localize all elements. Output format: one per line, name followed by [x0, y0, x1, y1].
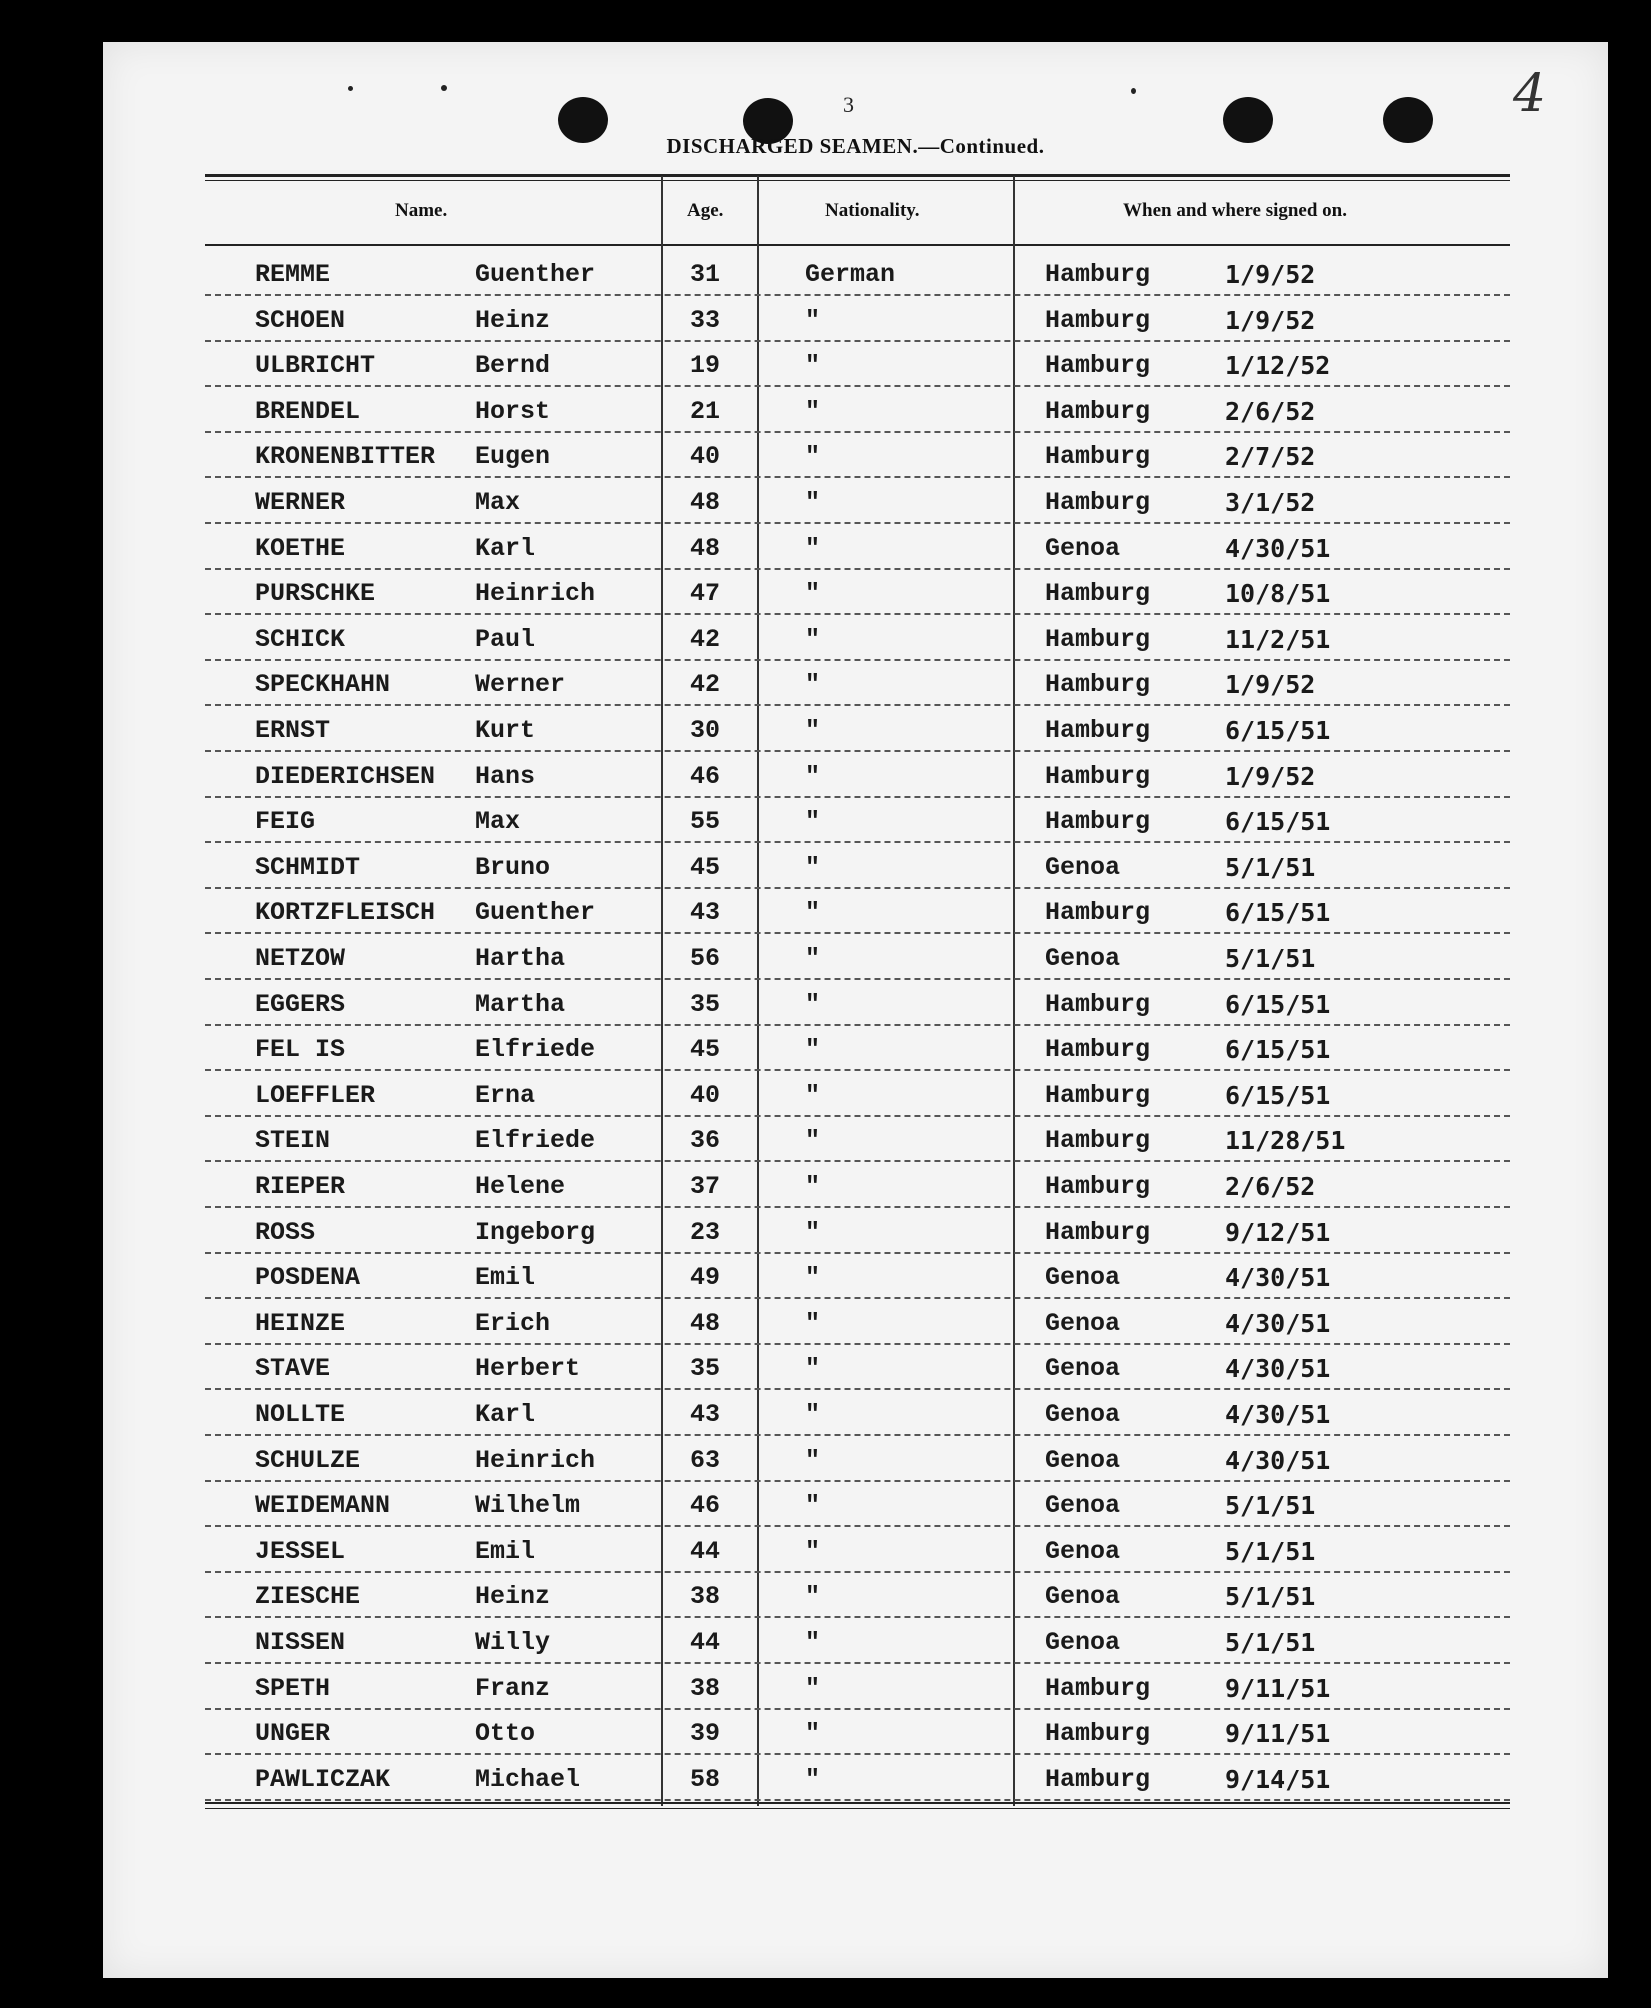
table-row: [205, 845, 1510, 891]
row-dashed-rule: [205, 1115, 1510, 1117]
row-dashed-rule: [205, 613, 1510, 615]
table-row: [205, 252, 1510, 298]
table-row: [205, 982, 1510, 1028]
row-dashed-rule: [205, 385, 1510, 387]
age-cell: 43: [690, 898, 721, 928]
given-name-cell: Otto: [475, 1719, 536, 1749]
table-row: [205, 1574, 1510, 1620]
date-cell: 6/15/51: [1225, 807, 1331, 837]
given-name-cell: Guenther: [475, 260, 596, 289]
date-cell: 1/9/52: [1225, 761, 1316, 791]
nationality-cell: ": [805, 852, 821, 882]
handwritten-page-number: 4: [1513, 64, 1547, 124]
table-row: [205, 1118, 1510, 1164]
nationality-cell: ": [805, 1491, 821, 1521]
table-row: [205, 1392, 1510, 1438]
place-cell: Hamburg: [1045, 807, 1151, 837]
header-rule: [205, 244, 1510, 246]
nationality-cell: ": [805, 1764, 821, 1794]
age-cell: 56: [690, 944, 721, 973]
date-cell: 5/1/51: [1225, 944, 1316, 973]
table-row: [205, 298, 1510, 344]
place-cell: Genoa: [1045, 1263, 1121, 1293]
surname-cell: ROSS: [255, 1217, 316, 1247]
table-row: [205, 1210, 1510, 1256]
given-name-cell: Heinz: [475, 305, 551, 335]
surname-cell: ERNST: [255, 716, 331, 745]
top-rule-thin: [205, 180, 1510, 181]
bottom-rule-thin: [205, 1808, 1510, 1809]
place-cell: Hamburg: [1045, 488, 1151, 517]
age-cell: 37: [690, 1172, 721, 1201]
nationality-cell: ": [805, 351, 821, 381]
surname-cell: HEINZE: [255, 1308, 346, 1338]
row-dashed-rule: [205, 1480, 1510, 1482]
age-cell: 23: [690, 1217, 721, 1247]
surname-cell: UNGER: [255, 1719, 331, 1749]
date-cell: 1/9/52: [1225, 305, 1316, 335]
place-cell: Hamburg: [1045, 716, 1151, 745]
table-row: [205, 890, 1510, 936]
given-name-cell: Wilhelm: [475, 1491, 581, 1521]
surname-cell: KORTZFLEISCH: [255, 898, 436, 928]
date-cell: 5/1/51: [1225, 1536, 1316, 1566]
date-cell: 4/30/51: [1225, 1308, 1331, 1338]
given-name-cell: Erich: [475, 1308, 551, 1338]
nationality-cell: ": [805, 1536, 821, 1566]
header-name: Name.: [395, 200, 448, 221]
table-row: [205, 1346, 1510, 1392]
age-cell: 21: [690, 396, 721, 426]
row-dashed-rule: [205, 431, 1510, 433]
nationality-cell: ": [805, 1354, 821, 1384]
row-dashed-rule: [205, 1252, 1510, 1254]
surname-cell: NISSEN: [255, 1628, 346, 1657]
surname-cell: DIEDERICHSEN: [255, 761, 436, 791]
nationality-cell: ": [805, 1400, 821, 1429]
row-dashed-rule: [205, 476, 1510, 478]
given-name-cell: Emil: [475, 1263, 536, 1293]
date-cell: 9/12/51: [1225, 1217, 1331, 1247]
table-row: [205, 1301, 1510, 1347]
surname-cell: ZIESCHE: [255, 1582, 361, 1612]
place-cell: Hamburg: [1045, 1035, 1151, 1065]
nationality-cell: ": [805, 761, 821, 791]
given-name-cell: Elfriede: [475, 1126, 596, 1156]
date-cell: 5/1/51: [1225, 1628, 1316, 1657]
surname-cell: NOLLTE: [255, 1400, 346, 1429]
age-cell: 38: [690, 1582, 721, 1612]
age-cell: 30: [690, 716, 721, 745]
nationality-cell: ": [805, 396, 821, 426]
surname-cell: POSDENA: [255, 1263, 361, 1293]
date-cell: 4/30/51: [1225, 1263, 1331, 1293]
age-cell: 47: [690, 579, 721, 609]
row-dashed-rule: [205, 340, 1510, 342]
row-dashed-rule: [205, 1571, 1510, 1573]
age-cell: 35: [690, 1354, 721, 1384]
age-cell: 49: [690, 1263, 721, 1293]
given-name-cell: Bruno: [475, 852, 551, 882]
place-cell: Hamburg: [1045, 624, 1151, 654]
nationality-cell: ": [805, 1080, 821, 1110]
given-name-cell: Franz: [475, 1673, 551, 1703]
age-cell: 38: [690, 1673, 721, 1703]
surname-cell: FEIG: [255, 807, 316, 837]
date-cell: 4/30/51: [1225, 533, 1331, 563]
table-row: [205, 526, 1510, 572]
row-dashed-rule: [205, 1525, 1510, 1527]
nationality-cell: ": [805, 488, 821, 517]
date-cell: 2/7/52: [1225, 442, 1316, 472]
age-cell: 55: [690, 807, 721, 837]
nationality-cell: ": [805, 944, 821, 973]
nationality-cell: ": [805, 1673, 821, 1703]
place-cell: Genoa: [1045, 1445, 1121, 1475]
surname-cell: SCHICK: [255, 624, 346, 654]
table-row: [205, 799, 1510, 845]
age-cell: 42: [690, 670, 721, 700]
nationality-cell: ": [805, 716, 821, 745]
given-name-cell: Ingeborg: [475, 1217, 596, 1247]
given-name-cell: Herbert: [475, 1354, 581, 1384]
date-cell: 5/1/51: [1225, 852, 1316, 882]
age-cell: 45: [690, 1035, 721, 1065]
surname-cell: REMME: [255, 260, 331, 289]
table-row: [205, 936, 1510, 982]
row-dashed-rule: [205, 1343, 1510, 1345]
date-cell: 5/1/51: [1225, 1582, 1316, 1612]
date-cell: 3/1/52: [1225, 488, 1316, 517]
surname-cell: SCHMIDT: [255, 852, 361, 882]
nationality-cell: ": [805, 1582, 821, 1612]
header-age: Age.: [687, 200, 724, 221]
given-name-cell: Guenther: [475, 898, 596, 928]
surname-cell: ULBRICHT: [255, 351, 376, 381]
row-dashed-rule: [205, 1160, 1510, 1162]
table-row: [205, 1483, 1510, 1529]
row-dashed-rule: [205, 568, 1510, 570]
nationality-cell: German: [805, 260, 896, 289]
date-cell: 4/30/51: [1225, 1400, 1331, 1429]
row-dashed-rule: [205, 932, 1510, 934]
place-cell: Hamburg: [1045, 1719, 1151, 1749]
age-cell: 63: [690, 1445, 721, 1475]
table-row: [205, 1255, 1510, 1301]
date-cell: 9/11/51: [1225, 1673, 1331, 1703]
given-name-cell: Emil: [475, 1536, 536, 1566]
given-name-cell: Werner: [475, 670, 566, 700]
place-cell: Hamburg: [1045, 260, 1151, 289]
row-dashed-rule: [205, 1206, 1510, 1208]
row-dashed-rule: [205, 1388, 1510, 1390]
date-cell: 11/28/51: [1225, 1126, 1346, 1156]
given-name-cell: Michael: [475, 1764, 581, 1794]
place-cell: Hamburg: [1045, 1673, 1151, 1703]
row-dashed-rule: [205, 978, 1510, 980]
date-cell: 9/14/51: [1225, 1764, 1331, 1794]
date-cell: 6/15/51: [1225, 898, 1331, 928]
surname-cell: SPECKHAHN: [255, 670, 391, 700]
age-cell: 44: [690, 1536, 721, 1566]
date-cell: 6/15/51: [1225, 716, 1331, 745]
table-row: [205, 617, 1510, 663]
age-cell: 33: [690, 305, 721, 335]
age-cell: 48: [690, 1308, 721, 1338]
nationality-cell: ": [805, 670, 821, 700]
place-cell: Genoa: [1045, 944, 1121, 973]
given-name-cell: Karl: [475, 1400, 536, 1429]
table-row: [205, 480, 1510, 526]
surname-cell: STEIN: [255, 1126, 331, 1156]
surname-cell: LOEFFLER: [255, 1080, 376, 1110]
table-row: [205, 754, 1510, 800]
surname-cell: PAWLICZAK: [255, 1764, 391, 1794]
given-name-cell: Bernd: [475, 351, 551, 381]
given-name-cell: Martha: [475, 989, 566, 1019]
nationality-cell: ": [805, 1628, 821, 1657]
age-cell: 58: [690, 1764, 721, 1794]
row-dashed-rule: [205, 1753, 1510, 1755]
place-cell: Hamburg: [1045, 305, 1151, 335]
surname-cell: STAVE: [255, 1354, 331, 1384]
given-name-cell: Helene: [475, 1172, 566, 1201]
row-dashed-rule: [205, 1616, 1510, 1618]
table-row: [205, 662, 1510, 708]
speck: [348, 86, 353, 91]
date-cell: 1/9/52: [1225, 260, 1316, 289]
place-cell: Genoa: [1045, 852, 1121, 882]
speck: [1131, 88, 1136, 94]
table-row: [205, 1711, 1510, 1757]
table-row: [205, 343, 1510, 389]
nationality-cell: ": [805, 624, 821, 654]
date-cell: 10/8/51: [1225, 579, 1331, 609]
date-cell: 4/30/51: [1225, 1445, 1331, 1475]
place-cell: Hamburg: [1045, 396, 1151, 426]
given-name-cell: Max: [475, 807, 521, 837]
table-row: [205, 1757, 1510, 1803]
surname-cell: FEL IS: [255, 1035, 346, 1065]
place-cell: Hamburg: [1045, 1126, 1151, 1156]
place-cell: Genoa: [1045, 1400, 1121, 1429]
age-cell: 46: [690, 761, 721, 791]
nationality-cell: ": [805, 533, 821, 563]
given-name-cell: Hartha: [475, 944, 566, 973]
nationality-cell: ": [805, 989, 821, 1019]
nationality-cell: ": [805, 1719, 821, 1749]
table-row: [205, 434, 1510, 480]
header-signed-on: When and where signed on.: [1123, 200, 1348, 221]
place-cell: Genoa: [1045, 1308, 1121, 1338]
row-dashed-rule: [205, 1434, 1510, 1436]
given-name-cell: Karl: [475, 533, 536, 563]
age-cell: 40: [690, 442, 721, 472]
surname-cell: SCHOEN: [255, 305, 346, 335]
top-rule: [205, 174, 1510, 177]
row-dashed-rule: [205, 1069, 1510, 1071]
surname-cell: KRONENBITTER: [255, 442, 436, 472]
surname-cell: RIEPER: [255, 1172, 346, 1201]
surname-cell: BRENDEL: [255, 396, 361, 426]
nationality-cell: ": [805, 1445, 821, 1475]
surname-cell: EGGERS: [255, 989, 346, 1019]
place-cell: Hamburg: [1045, 1080, 1151, 1110]
place-cell: Hamburg: [1045, 442, 1151, 472]
date-cell: 1/9/52: [1225, 670, 1316, 700]
row-dashed-rule: [205, 704, 1510, 706]
page-title: DISCHARGED SEAMEN.—Continued.: [666, 134, 1045, 158]
nationality-cell: ": [805, 1263, 821, 1293]
nationality-cell: ": [805, 1172, 821, 1201]
date-cell: 2/6/52: [1225, 396, 1316, 426]
place-cell: Hamburg: [1045, 898, 1151, 928]
header-nationality: Nationality.: [825, 200, 920, 221]
row-dashed-rule: [205, 887, 1510, 889]
nationality-cell: ": [805, 1126, 821, 1156]
given-name-cell: Kurt: [475, 716, 536, 745]
place-cell: Hamburg: [1045, 1764, 1151, 1794]
speck: [441, 85, 447, 91]
row-dashed-rule: [205, 1799, 1510, 1801]
place-cell: Genoa: [1045, 1354, 1121, 1384]
row-dashed-rule: [205, 1662, 1510, 1664]
place-cell: Genoa: [1045, 1628, 1121, 1657]
date-cell: 2/6/52: [1225, 1172, 1316, 1201]
table-row: [205, 1073, 1510, 1119]
place-cell: Genoa: [1045, 1582, 1121, 1612]
date-cell: 6/15/51: [1225, 989, 1331, 1019]
nationality-cell: ": [805, 305, 821, 335]
age-cell: 42: [690, 624, 721, 654]
surname-cell: PURSCHKE: [255, 579, 376, 609]
age-cell: 35: [690, 989, 721, 1019]
row-dashed-rule: [205, 659, 1510, 661]
place-cell: Hamburg: [1045, 1217, 1151, 1247]
page-number: 3: [843, 92, 854, 117]
surname-cell: JESSEL: [255, 1536, 346, 1566]
row-dashed-rule: [205, 796, 1510, 798]
table-row: [205, 1620, 1510, 1666]
date-cell: 6/15/51: [1225, 1035, 1331, 1065]
place-cell: Hamburg: [1045, 989, 1151, 1019]
nationality-cell: ": [805, 442, 821, 472]
nationality-cell: ": [805, 1308, 821, 1338]
date-cell: 1/12/52: [1225, 351, 1331, 381]
given-name-cell: Heinz: [475, 1582, 551, 1612]
bottom-rule: [205, 1802, 1510, 1804]
date-cell: 9/11/51: [1225, 1719, 1331, 1749]
table-row: [205, 708, 1510, 754]
table-row: [205, 1438, 1510, 1484]
given-name-cell: Erna: [475, 1080, 536, 1110]
surname-cell: SCHULZE: [255, 1445, 361, 1475]
given-name-cell: Elfriede: [475, 1035, 596, 1065]
surname-cell: WERNER: [255, 488, 346, 517]
age-cell: 39: [690, 1719, 721, 1749]
age-cell: 45: [690, 852, 721, 882]
row-dashed-rule: [205, 750, 1510, 752]
row-dashed-rule: [205, 1708, 1510, 1710]
row-dashed-rule: [205, 294, 1510, 296]
table-row: [205, 1164, 1510, 1210]
age-cell: 40: [690, 1080, 721, 1110]
given-name-cell: Hans: [475, 761, 536, 791]
place-cell: Hamburg: [1045, 1172, 1151, 1201]
table-row: [205, 1027, 1510, 1073]
place-cell: Genoa: [1045, 1536, 1121, 1566]
nationality-cell: ": [805, 807, 821, 837]
table-row: [205, 571, 1510, 617]
seamen-table: [205, 174, 1510, 1814]
place-cell: Hamburg: [1045, 670, 1151, 700]
row-dashed-rule: [205, 1024, 1510, 1026]
age-cell: 46: [690, 1491, 721, 1521]
row-dashed-rule: [205, 1297, 1510, 1299]
age-cell: 36: [690, 1126, 721, 1156]
nationality-cell: ": [805, 579, 821, 609]
surname-cell: WEIDEMANN: [255, 1491, 391, 1521]
place-cell: Genoa: [1045, 533, 1121, 563]
surname-cell: KOETHE: [255, 533, 346, 563]
table-row: [205, 1666, 1510, 1712]
place-cell: Genoa: [1045, 1491, 1121, 1521]
age-cell: 48: [690, 488, 721, 517]
place-cell: Hamburg: [1045, 761, 1151, 791]
age-cell: 48: [690, 533, 721, 563]
date-cell: 6/15/51: [1225, 1080, 1331, 1110]
age-cell: 31: [690, 260, 721, 289]
date-cell: 5/1/51: [1225, 1491, 1316, 1521]
nationality-cell: ": [805, 1035, 821, 1065]
row-dashed-rule: [205, 522, 1510, 524]
given-name-cell: Eugen: [475, 442, 551, 472]
row-dashed-rule: [205, 841, 1510, 843]
surname-cell: SPETH: [255, 1673, 331, 1703]
date-cell: 4/30/51: [1225, 1354, 1331, 1384]
given-name-cell: Heinrich: [475, 1445, 596, 1475]
given-name-cell: Max: [475, 488, 521, 517]
nationality-cell: ": [805, 1217, 821, 1247]
table-row: [205, 389, 1510, 435]
age-cell: 19: [690, 351, 721, 381]
place-cell: Hamburg: [1045, 351, 1151, 381]
place-cell: Hamburg: [1045, 579, 1151, 609]
given-name-cell: Paul: [475, 624, 536, 654]
given-name-cell: Willy: [475, 1628, 551, 1657]
surname-cell: NETZOW: [255, 944, 346, 973]
document-page: [103, 42, 1608, 1978]
table-row: [205, 1529, 1510, 1575]
age-cell: 44: [690, 1628, 721, 1657]
age-cell: 43: [690, 1400, 721, 1429]
nationality-cell: ": [805, 898, 821, 928]
date-cell: 11/2/51: [1225, 624, 1331, 654]
given-name-cell: Heinrich: [475, 579, 596, 609]
given-name-cell: Horst: [475, 396, 551, 426]
